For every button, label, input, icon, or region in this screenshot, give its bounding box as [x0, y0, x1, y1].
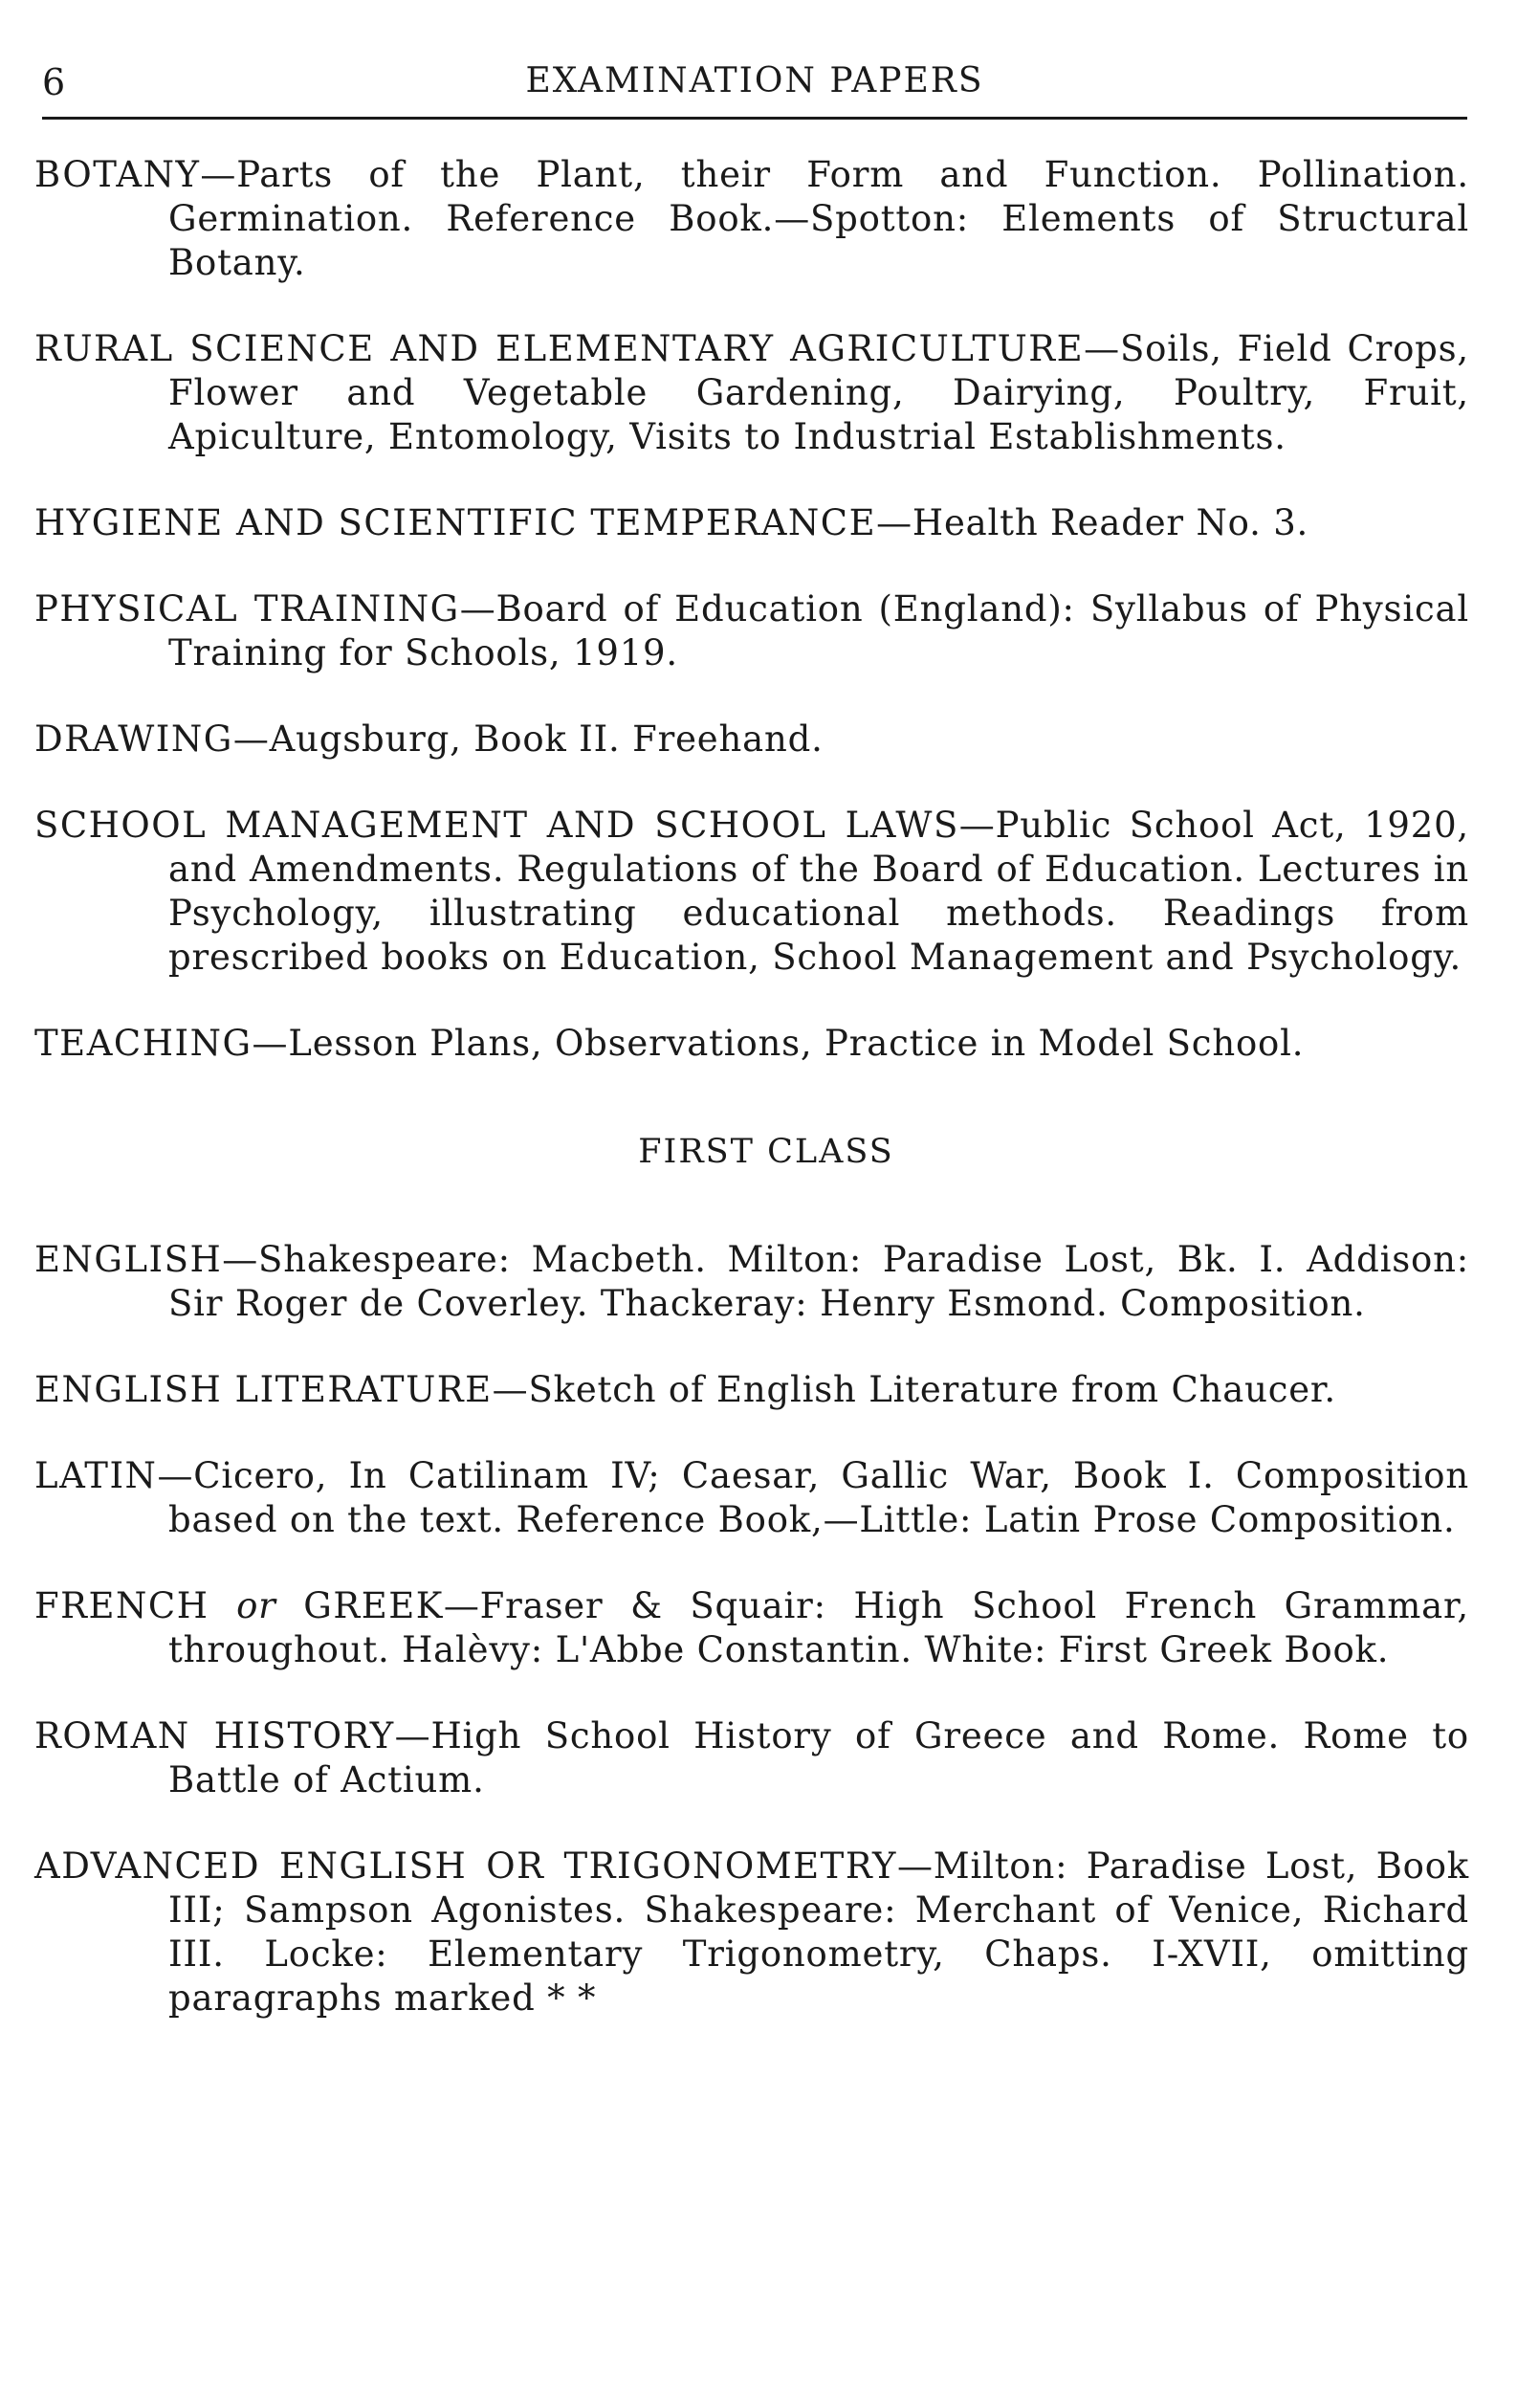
subject-description: —Cicero, In Catilinam IV; Caesar, Gallic War, Book I. Composition based on the text. Reference Book,—Little: Latin Prose Composition. — [157, 1455, 1469, 1540]
page-number: 6 — [42, 61, 67, 103]
page-header — [42, 55, 1467, 120]
subject-name: ADVANCED ENGLISH OR TRIGONOMETRY — [34, 1845, 897, 1887]
subject-description: —Sketch of English Literature from Chaucer. — [492, 1369, 1336, 1410]
subject-name: LATIN — [34, 1455, 158, 1496]
subject-description: —Lesson Plans, Observations, Practice in Model School. — [252, 1023, 1305, 1064]
subject-connector: or — [236, 1585, 276, 1626]
syllabus-entry-drawing — [34, 718, 1469, 762]
syllabus-entry-roman-history — [34, 1714, 1469, 1802]
subject-name: HYGIENE AND SCIENTIFIC TEMPERANCE — [34, 502, 877, 543]
syllabus-entry-hygiene — [34, 501, 1469, 545]
subject-description: —Board of Education (England): Syllabus of Physical Training for Schools, 1919. — [168, 588, 1469, 674]
subject-name: FRENCH — [34, 1585, 209, 1626]
subject-name: BOTANY — [34, 154, 201, 195]
subject-description: —Augsburg, Book II. Freehand. — [232, 718, 824, 760]
subject-description: —Shakespeare: Macbeth. Milton: Paradise Lost, Bk. I. Addison: Sir Roger de Coverley. Thackeray: Henry Esmond. Composition. — [168, 1239, 1469, 1324]
subject-name: ROMAN HISTORY — [34, 1715, 395, 1756]
syllabus-entry-school-management — [34, 804, 1469, 980]
syllabus-entry-english-literature — [34, 1368, 1469, 1412]
syllabus-entry-botany — [34, 153, 1469, 285]
running-title: EXAMINATION PAPERS — [525, 61, 984, 100]
syllabus-entry-rural-science — [34, 327, 1469, 459]
subject-name: DRAWING — [34, 718, 233, 760]
syllabus-entry-french-or-greek — [34, 1584, 1469, 1672]
section-heading: FIRST CLASS — [638, 1133, 894, 1171]
syllabus-entry-physical-training — [34, 587, 1469, 675]
subject-description: —Public School Act, 1920, and Amendments. Regulations of the Board of Education. Lectures in Psychology, illustrating educational methods. Readings from prescribed books on Education, School Management and Psychology. — [168, 805, 1469, 978]
syllabus-entry-english — [34, 1238, 1469, 1326]
subject-description: —Milton: Paradise Lost, Book III; Sampson Agonistes. Shakespeare: Merchant of Venice, Richard III. Locke: Elementary Trigonometry, Chaps. I-XVII, omitting paragraphs marked * * — [168, 1845, 1469, 2019]
subject-name: RURAL SCIENCE AND ELEMENTARY AGRICULTURE — [34, 328, 1085, 369]
subject-name: SCHOOL MANAGEMENT AND SCHOOL LAWS — [34, 805, 959, 846]
subject-description: —Health Reader No. 3. — [876, 502, 1309, 543]
syllabus-entries — [34, 153, 1469, 2063]
subject-description: —Parts of the Plant, their Form and Function. Pollination. Germination. Reference Book.—Spotton: Elements of Structural Botany. — [168, 154, 1469, 283]
subject-description: —High School History of Greece and Rome. Rome to Battle of Actium. — [168, 1715, 1469, 1800]
subject-name: PHYSICAL TRAINING — [34, 588, 460, 630]
subject-description: —Fraser & Squair: High School French Grammar, throughout. Halèvy: L'Abbe Constantin. White: First Greek Book. — [168, 1585, 1469, 1670]
syllabus-entry-teaching — [34, 1022, 1469, 1066]
syllabus-entry-latin — [34, 1454, 1469, 1542]
subject-description: —Soils, Field Crops, Flower and Vegetable Gardening, Dairying, Poultry, Fruit, Apiculture, Entomology, Visits to Industrial Establishments. — [168, 328, 1469, 457]
subject-name: GREEK — [303, 1585, 444, 1626]
subject-name: TEACHING — [34, 1023, 253, 1064]
syllabus-entry-advanced-english — [34, 1845, 1469, 2021]
subject-name: ENGLISH — [34, 1239, 223, 1280]
subject-name: ENGLISH LITERATURE — [34, 1369, 493, 1410]
